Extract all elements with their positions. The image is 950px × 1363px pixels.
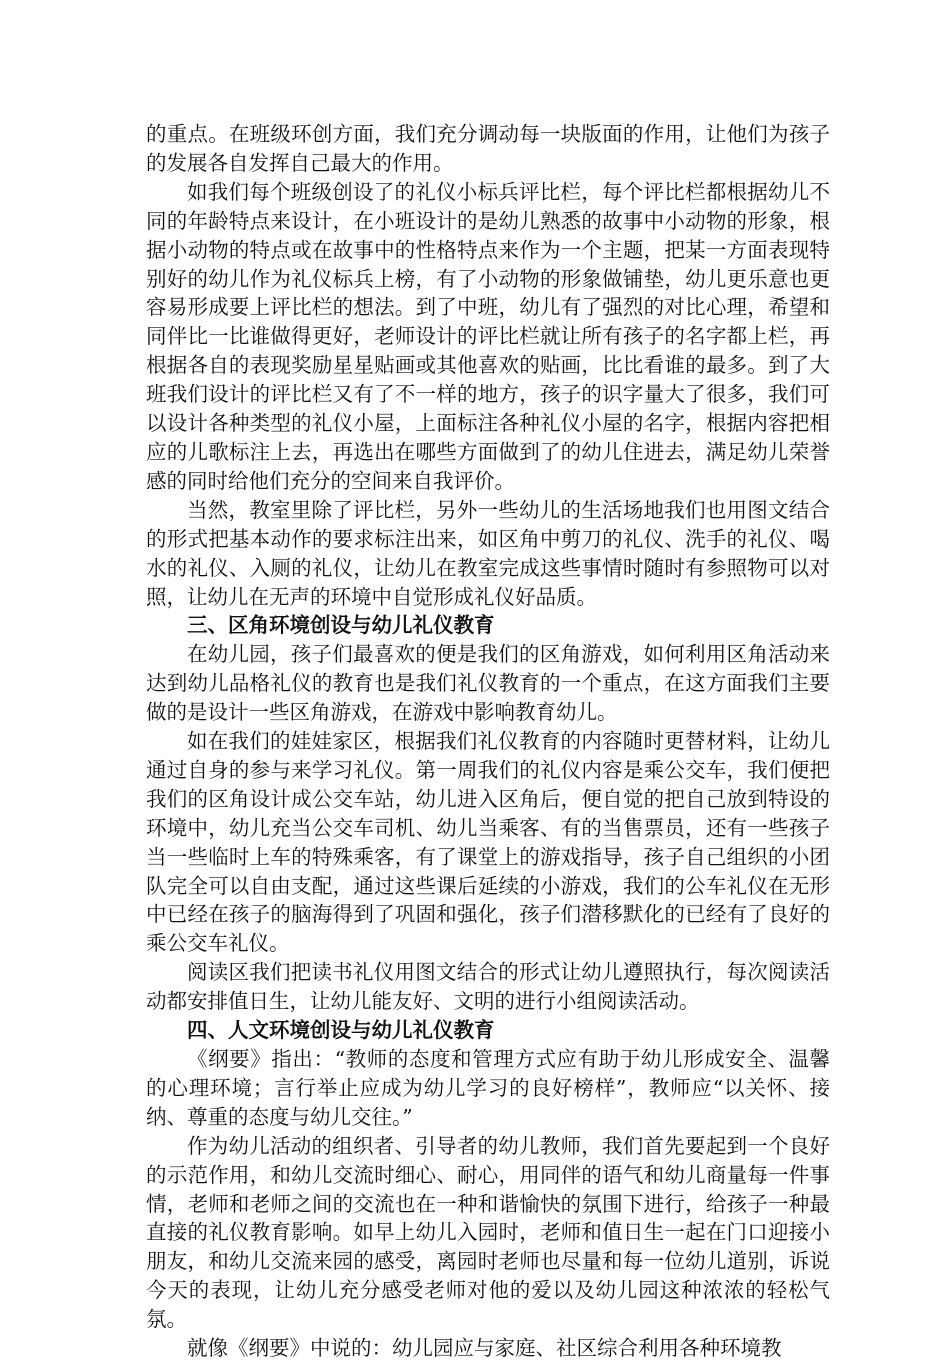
paragraph-reading-area: 阅读区我们把读书礼仪用图文结合的形式让幼儿遵照执行，每次阅读活动都安排值日生，让幼儿能友好、文明的进行小组阅读活动。 bbox=[146, 960, 830, 1014]
paragraph-guideline-quote: 《纲要》指出：“教师的态度和管理方式应有助于幼儿形成安全、温馨的心理环境；言行举止应成为幼儿学习的良好榜样”，教师应“以关怀、接纳、尊重的态度与幼儿交往。” bbox=[146, 1047, 830, 1129]
section-heading-3: 三、区角环境创设与幼儿礼仪教育 bbox=[187, 613, 495, 638]
paragraph-continuation: 的重点。在班级环创方面，我们充分调动每一块版面的作用，让他们为孩子的发展各自发挥自己最大的作用。 bbox=[146, 122, 830, 175]
paragraph-etiquette-scoreboard: 如我们每个班级创设了的礼仪小标兵评比栏，每个评比栏都根据幼儿不同的年龄特点来设计，在小班设计的是幼儿熟悉的故事中小动物的形象，根据小动物的特点或在故事中的性格特点来作为一个主题，把某一方面表现特别好的幼儿作为礼仪标兵上榜，有了小动物的形象做铺垫，幼儿更乐意也更容易形成要上评比栏的想法。到了中班，幼儿有了强烈的对比心理，希望和同伴比一比谁做得更好，老师设计的评比栏就让所有孩子的名字都上栏，再根据各自的表现奖励星星贴画或其他喜欢的贴画，比比看谁的最多。到了大班我们设计的评比栏又有了不一样的地方，孩子的识字量大了很多，我们可以设计各种类型的礼仪小屋，上面标注各种礼仪小屋的名字，根据内容把相应的儿歌标注上去，再选出在哪些方面做到了的幼儿住进去，满足幼儿荣誉感的同时给他们充分的空间来自我评价。 bbox=[146, 179, 830, 493]
paragraph-doll-house: 如在我们的娃娃家区，根据我们礼仪教育的内容随时更替材料，让幼儿通过自身的参与来学习礼仪。第一周我们的礼仪内容是乘公交车，我们便把我们的区角设计成公交车站，幼儿进入区角后，便自觉的把自己放到特设的环境中，幼儿充当公交车司机、幼儿当乘客、有的当售票员，还有一些孩子当一些临时上车的特殊乘客，有了课堂上的游戏指导，孩子自己组织的小团队完全可以自由支配，通过这些课后延续的小游戏，我们的公车礼仪在无形中已经在孩子的脑海得到了巩固和强化，孩子们潜移默化的已经有了良好的乘公交车礼仪。 bbox=[146, 729, 830, 956]
paragraph-corner-games: 在幼儿园，孩子们最喜欢的便是我们的区角游戏，如何利用区角活动来达到幼儿品格礼仪的教育也是我们礼仪教育的一个重点，在这方面我们主要做的是设计一些区角游戏，在游戏中影响教育幼儿。 bbox=[146, 642, 830, 725]
paragraph-teacher-role: 作为幼儿活动的组织者、引导者的幼儿教师，我们首先要起到一个良好的示范作用，和幼儿交流时细心、耐心，用同伴的语气和幼儿商量每一件事情，老师和老师之间的交流也在一种和谐愉快的氛围下进行，给孩子一种最直接的礼仪教育影响。如早上幼儿入园时，老师和值日生一起在门口迎接小朋友，和幼儿交流来园的感受，离园时老师也尽量和每一位幼儿道别，诉说今天的表现，让幼儿充分感受老师对他的爱以及幼儿园这种浓浓的轻松气氛。 bbox=[146, 1133, 830, 1332]
section-heading-4: 四、人文环境创设与幼儿礼仪教育 bbox=[187, 1018, 495, 1043]
document-page bbox=[146, 120, 830, 1363]
paragraph-classroom-signs: 当然，教室里除了评比栏，另外一些幼儿的生活场地我们也用图文结合的形式把基本动作的要求标注出来，如区角中剪刀的礼仪、洗手的礼仪、喝水的礼仪、入厕的礼仪，让幼儿在教室完成这些事情时随时有参照物可以对照，让幼儿在无声的环境中自觉形成礼仪好品质。 bbox=[146, 497, 830, 609]
paragraph-final: 就像《纲要》中说的：幼儿园应与家庭、社区综合利用各种环境教 bbox=[187, 1336, 782, 1361]
